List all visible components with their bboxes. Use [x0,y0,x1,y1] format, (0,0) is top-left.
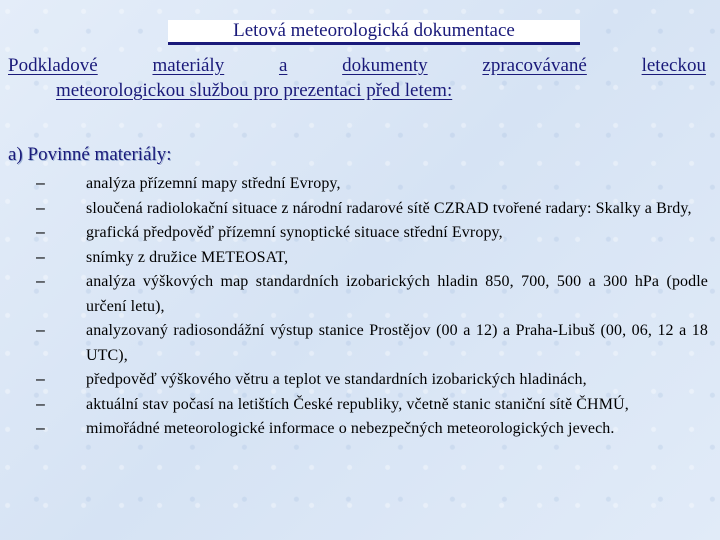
intro-line-2: meteorologickou službou pro prezentaci před letem: [56,80,453,101]
list-item-text: předpověď výškového větru a teplot ve standardních izobarických hladinách, [86,371,587,388]
list-item-text: sloučená radiolokační situace z národní radarové sítě CZRAD tvořené radary: Skalky a Brdy, [86,199,692,217]
intro-word: dokumenty [342,55,428,76]
list-item-text: mimořádné meteorologické informace o nebezpečných meteorologických jevech. [86,420,615,437]
bullet-dash: – [36,371,45,388]
intro-word: leteckou [641,55,706,76]
intro-word: zpracovávané [482,55,587,76]
bullet-dash: – [36,273,45,290]
section-heading: a) Povinné materiály: [8,144,172,165]
bullet-dash: – [36,395,45,413]
bullet-dash: – [36,175,45,192]
list-item-text: grafická předpověď přízemní synoptické situace střední Evropy, [86,224,503,241]
list-item [0,368,720,393]
bullet-dash: – [36,420,45,437]
intro-word: materiály [152,55,225,76]
list-item-text: analýza výškových map standardních izobarických hladin 850, 700, 500 a 300 hPa (podle určení letu), [86,273,708,315]
list-item [0,197,720,222]
intro-word: Podkladové [8,55,98,76]
list-item [0,246,720,271]
list-item [0,270,720,319]
list-item-text: snímky z družice METEOSAT, [86,248,289,266]
bullet-dash: – [36,248,45,266]
mandatory-materials-list [0,172,720,442]
list-item [0,393,720,418]
list-item-text: analyzovaný radiosondážní výstup stanice Prostějov (00 a 12) a Praha-Libuš (00, 06, 12 a 18 UTC), [86,322,708,364]
list-item [0,221,720,246]
intro-paragraph [8,53,706,103]
bullet-dash: – [36,224,45,241]
intro-line-1 [8,53,706,78]
bullet-dash: – [36,199,45,217]
bullet-dash: – [36,322,45,339]
list-item [0,319,720,368]
list-item-text: analýza přízemní mapy střední Evropy, [86,175,341,192]
intro-word: a [278,55,288,76]
list-item-text: aktuální stav počasí na letištích České republiky, včetně stanic staniční sítě ČHMÚ, [86,395,629,413]
document-title: Letová meteorologická dokumentace [168,20,580,45]
list-item [0,172,720,197]
list-item [0,417,720,442]
